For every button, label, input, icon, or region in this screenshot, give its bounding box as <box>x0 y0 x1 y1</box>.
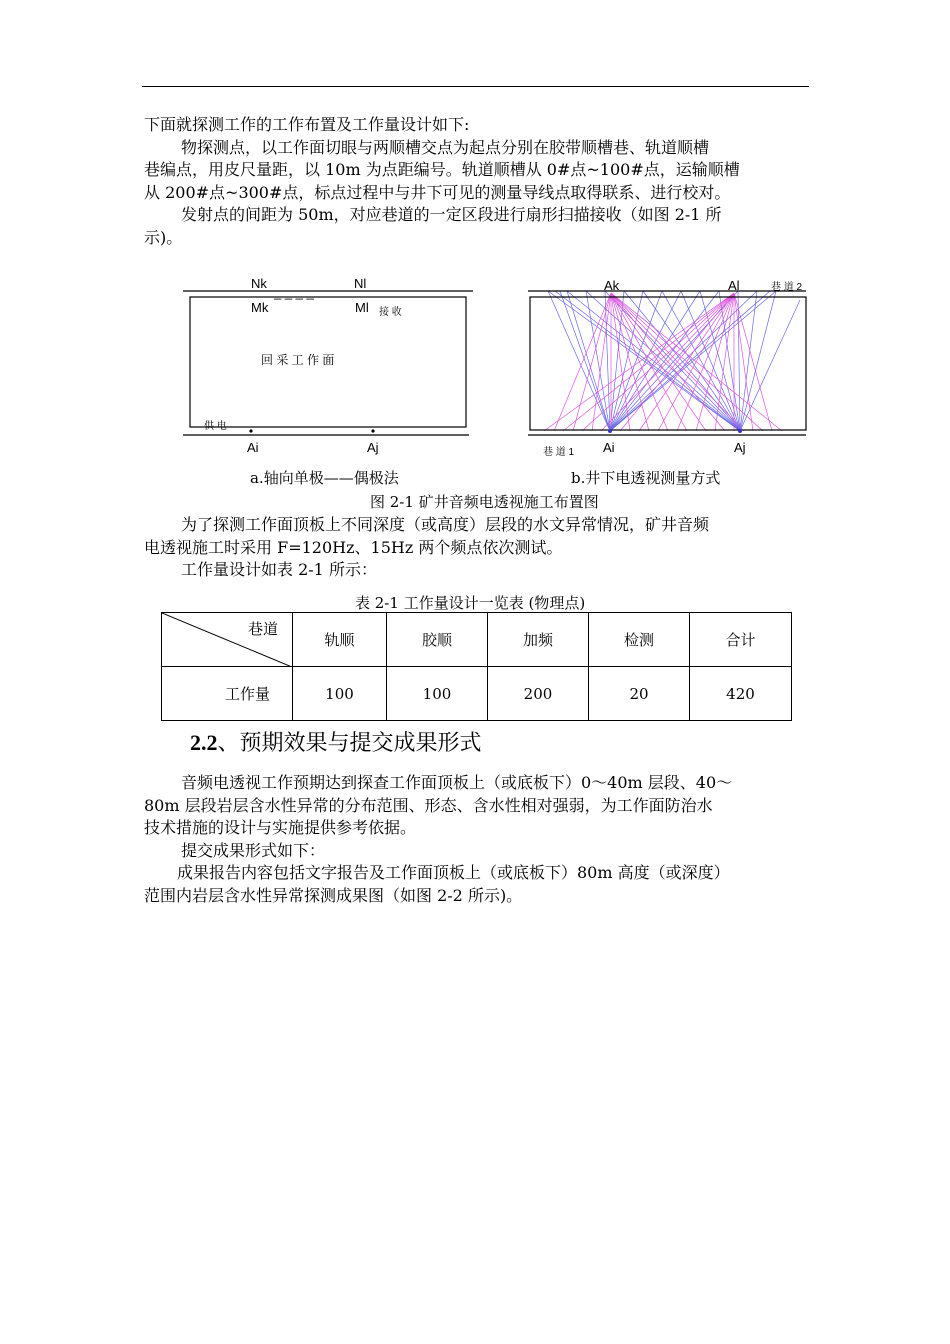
ray-line <box>740 291 757 431</box>
paragraph-line: 电透视施工时采用 F=120Hz、15Hz 两个频点依次测试。 <box>144 537 563 557</box>
ray-line <box>624 291 740 431</box>
diagram-right <box>528 278 806 458</box>
paragraph-line: 从 200#点~300#点，标点过程中与井下可见的测量导线点取得联系、进行校对。 <box>144 182 731 202</box>
table-header-cell: 轨顺 <box>293 613 387 667</box>
ray-line <box>548 291 740 431</box>
electrode-aj-dot <box>371 429 374 432</box>
paragraph-line: 提交成果形式如下： <box>181 840 326 860</box>
table-header-cell: 胶顺 <box>387 613 488 667</box>
label-ak: Ak <box>604 278 620 293</box>
ray-paths <box>544 291 800 431</box>
paragraph-line: 工作量设计如表 2-1 所示： <box>181 560 377 579</box>
paragraph-line: 范围内岩层含水性异常探测成果图（如图 2-2 所示)。 <box>144 885 523 905</box>
ray-line <box>610 291 624 431</box>
bottom-text <box>144 772 808 907</box>
table-row-label: 工作量 <box>162 667 293 721</box>
label-nl: Nl <box>354 276 367 291</box>
paragraph-line: 示)。 <box>144 227 183 247</box>
ray-line <box>740 291 776 431</box>
table-cell: 100 <box>293 667 387 721</box>
label-dashes: _ _ _ _ <box>274 285 314 300</box>
ray-line <box>586 291 610 431</box>
transmitter-ai-dot <box>608 429 612 433</box>
label-aj: Aj <box>367 440 379 455</box>
label-nk: Nk <box>251 276 267 291</box>
paragraph-line: 下面就探测工作的工作布置及工作量设计如下: <box>144 115 470 134</box>
label-roadway-1: 巷 道 1 <box>543 447 575 458</box>
electrode-ai-dot <box>249 429 252 432</box>
diagram-left <box>183 276 473 455</box>
paragraph-line: 为了探测工作面顶板上不同深度（或高度）层段的水文异常情况，矿井音频 <box>181 515 710 534</box>
section-number: 2.2 <box>190 730 218 755</box>
corner-label: 巷道 <box>247 620 278 638</box>
table-row <box>162 667 792 721</box>
figure-2-1 <box>0 0 950 470</box>
ray-line <box>610 291 662 431</box>
paragraph-line: 发射点的间距为 50m，对应巷道的一定区段进行扇形扫描接收（如图 2-1 所 <box>181 205 722 224</box>
workload-table <box>161 612 792 721</box>
paragraph-line: 物探测点，以工作面切眼与两顺槽交点为起点分别在胶带顺槽巷、轨道顺槽 <box>181 137 710 157</box>
table-header-cell: 检测 <box>589 613 690 667</box>
table-cell: 20 <box>589 667 690 721</box>
label-mk: Mk <box>251 300 269 315</box>
table-cell: 200 <box>488 667 589 721</box>
label-working-face: 回 采 工 作 面 <box>261 353 335 367</box>
label-ai: Ai <box>247 440 259 455</box>
label-ml: Ml <box>355 300 369 315</box>
ray-line <box>740 300 800 431</box>
label-receive: 接 收 <box>379 307 402 318</box>
ray-line <box>610 291 700 431</box>
label-al: Al <box>728 278 740 293</box>
table-header-row <box>162 613 792 667</box>
label-ai-right: Ai <box>603 440 615 455</box>
ray-line <box>611 293 744 431</box>
caption-right: b.井下电透视测量方式 <box>571 469 721 487</box>
paragraph-line: 音频电透视工作预期达到探查工作面顶板上（或底板下）0～40m 层段、40～ <box>181 773 733 792</box>
table-corner-cell <box>162 613 293 667</box>
label-roadway-2: 巷 道 2 <box>771 282 803 293</box>
section-title: 、预期效果与提交成果形式 <box>217 731 482 756</box>
middle-text <box>144 514 808 582</box>
paragraph-line: 技术措施的设计与实施提供参考依据。 <box>144 818 417 837</box>
paragraph-line: 80m 层段岩层含水性异常的分布范围、形态、含水性相对强弱，为工作面防治水 <box>144 795 713 815</box>
transmitter-aj-dot <box>738 429 742 433</box>
caption-left: a.轴向单极——偶极法 <box>250 469 399 487</box>
figure-title: 图 2-1 矿井音频电透视施工布置图 <box>370 493 599 511</box>
table-header-cell: 合计 <box>690 613 792 667</box>
table-header-cell: 加频 <box>488 613 589 667</box>
table-cell: 100 <box>387 667 488 721</box>
label-aj-right: Aj <box>734 440 746 455</box>
ray-line <box>611 293 668 431</box>
section-heading <box>190 726 482 757</box>
table-cell: 420 <box>690 667 792 721</box>
table-caption: 表 2-1 工作量设计一览表 (物理点) <box>355 594 586 612</box>
paragraph-line: 巷编点，用皮尺量距，以 10m 为点距编号。轨道顺槽从 0#点~100#点，运输顺槽 <box>144 160 740 179</box>
ray-line <box>560 291 610 431</box>
paragraph-line: 成果报告内容包括文字报告及工作面顶板上（或底板下）80m 高度（或深度） <box>177 863 730 882</box>
label-power-supply: 供 电 <box>204 421 227 432</box>
